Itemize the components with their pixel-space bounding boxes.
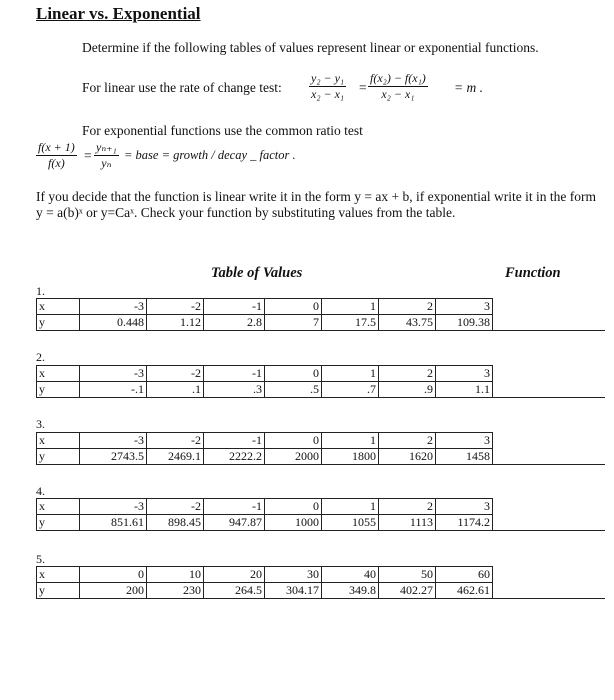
problem-5-number: 5. xyxy=(36,552,45,566)
y-cell: -.1 xyxy=(80,382,147,398)
exponential-fraction-2 xyxy=(94,141,119,170)
linear-fraction-1 xyxy=(309,72,346,101)
x-cell: 1 xyxy=(322,499,379,515)
x-cell: 1 xyxy=(322,366,379,382)
x-cell: 50 xyxy=(379,567,436,583)
x-cell: 1 xyxy=(322,433,379,449)
x-cell: -1 xyxy=(204,366,265,382)
table-row-x xyxy=(37,567,606,583)
x-cell: 0 xyxy=(265,366,322,382)
problem-4-table xyxy=(36,498,605,531)
function-answer-space xyxy=(493,366,606,382)
table-of-values-heading: Table of Values xyxy=(211,265,303,281)
x-cell: -1 xyxy=(204,299,265,315)
function-answer-space xyxy=(493,567,606,583)
x-label: x xyxy=(37,433,80,449)
page-title: Linear vs. Exponential xyxy=(36,4,201,23)
x-cell: -3 xyxy=(80,366,147,382)
y-cell: 947.87 xyxy=(204,515,265,531)
problem-3-table xyxy=(36,432,605,465)
function-answer-line[interactable] xyxy=(493,315,606,331)
y-cell: 230 xyxy=(147,583,204,599)
y-cell: 1620 xyxy=(379,449,436,465)
table-row-y xyxy=(37,382,606,398)
x-cell: -2 xyxy=(147,366,204,382)
y-cell: 1.12 xyxy=(147,315,204,331)
x-cell: -3 xyxy=(80,499,147,515)
y-cell: 200 xyxy=(80,583,147,599)
y-label: y xyxy=(37,515,80,531)
y-cell: 1800 xyxy=(322,449,379,465)
x-cell: -3 xyxy=(80,299,147,315)
x-cell: -2 xyxy=(147,299,204,315)
problem-4-number: 4. xyxy=(36,484,45,498)
linear-fraction-2-numerator: f(x₂) − f(x₁) xyxy=(370,71,426,85)
x-cell: -1 xyxy=(204,499,265,515)
x-cell: 1 xyxy=(322,299,379,315)
y-cell: 7 xyxy=(265,315,322,331)
x-label: x xyxy=(37,567,80,583)
y-cell: 1000 xyxy=(265,515,322,531)
table-row-x xyxy=(37,366,606,382)
table-row-x xyxy=(37,499,606,515)
y-cell: 2.8 xyxy=(204,315,265,331)
y-cell: 1113 xyxy=(379,515,436,531)
y-cell: 2469.1 xyxy=(147,449,204,465)
y-cell: .7 xyxy=(322,382,379,398)
y-cell: .1 xyxy=(147,382,204,398)
y-cell: 349.8 xyxy=(322,583,379,599)
exponential-result: = base = growth / decay _ factor . xyxy=(124,148,296,162)
table-row-y xyxy=(37,583,606,599)
exponential-fraction-1-denominator: f(x) xyxy=(48,156,65,170)
x-cell: 3 xyxy=(436,499,493,515)
x-cell: -3 xyxy=(80,433,147,449)
table-row-y xyxy=(37,515,606,531)
exponential-fraction-1-numerator: f(x + 1) xyxy=(38,140,75,154)
problem-2-table xyxy=(36,365,605,398)
x-label: x xyxy=(37,366,80,382)
y-label: y xyxy=(37,315,80,331)
y-cell: 43.75 xyxy=(379,315,436,331)
function-answer-space xyxy=(493,499,606,515)
x-label: x xyxy=(37,499,80,515)
x-cell: 0 xyxy=(265,499,322,515)
problem-5-table xyxy=(36,566,605,599)
problem-1-table xyxy=(36,298,605,331)
intro-text: Determine if the following tables of values represent linear or exponential functions. xyxy=(82,40,539,55)
y-cell: 1458 xyxy=(436,449,493,465)
x-cell: 3 xyxy=(436,433,493,449)
table-row-x xyxy=(37,433,606,449)
x-cell: -2 xyxy=(147,433,204,449)
exponential-fraction-1 xyxy=(36,141,77,170)
x-cell: 2 xyxy=(379,366,436,382)
linear-equals: = xyxy=(359,80,367,95)
y-cell: 851.61 xyxy=(80,515,147,531)
y-cell: 462.61 xyxy=(436,583,493,599)
y-cell: 1055 xyxy=(322,515,379,531)
linear-fraction-2-denominator: x₂ − x₁ xyxy=(381,87,415,101)
function-answer-space xyxy=(493,299,606,315)
table-row-y xyxy=(37,315,606,331)
x-cell: 0 xyxy=(265,433,322,449)
linear-fraction-2 xyxy=(368,72,428,101)
x-cell: 3 xyxy=(436,299,493,315)
y-label: y xyxy=(37,449,80,465)
exponential-equals: = xyxy=(84,148,92,163)
linear-result: = m . xyxy=(454,80,483,95)
y-cell: 1.1 xyxy=(436,382,493,398)
function-answer-line[interactable] xyxy=(493,515,606,531)
y-cell: .3 xyxy=(204,382,265,398)
x-cell: 3 xyxy=(436,366,493,382)
y-cell: 2000 xyxy=(265,449,322,465)
x-cell: 2 xyxy=(379,499,436,515)
x-cell: 60 xyxy=(436,567,493,583)
function-answer-line[interactable] xyxy=(493,583,606,599)
table-row-y xyxy=(37,449,606,465)
x-cell: 30 xyxy=(265,567,322,583)
y-cell: 264.5 xyxy=(204,583,265,599)
y-cell: .5 xyxy=(265,382,322,398)
function-answer-space xyxy=(493,433,606,449)
linear-label: For linear use the rate of change test: xyxy=(82,80,282,95)
exponential-label: For exponential functions use the common ratio test xyxy=(82,123,363,138)
function-answer-line[interactable] xyxy=(493,382,606,398)
instructions-text: If you decide that the function is linear write it in the form y = ax + b, if exponential write it in the form y = a(b)ˣ or y=Caˣ. Check your function by substituting values from the table. xyxy=(36,189,596,220)
y-label: y xyxy=(37,382,80,398)
x-cell: 2 xyxy=(379,299,436,315)
y-cell: 402.27 xyxy=(379,583,436,599)
linear-fraction-1-denominator: x₂ − x₁ xyxy=(311,87,345,101)
y-cell: 17.5 xyxy=(322,315,379,331)
x-label: x xyxy=(37,299,80,315)
x-cell: -1 xyxy=(204,433,265,449)
x-cell: 10 xyxy=(147,567,204,583)
problem-3-number: 3. xyxy=(36,417,45,431)
x-cell: 40 xyxy=(322,567,379,583)
x-cell: -2 xyxy=(147,499,204,515)
y-cell: 1174.2 xyxy=(436,515,493,531)
x-cell: 0 xyxy=(80,567,147,583)
problem-1-number: 1. xyxy=(36,284,45,298)
y-cell: 0.448 xyxy=(80,315,147,331)
exponential-fraction-2-denominator: yₙ xyxy=(101,156,112,170)
x-cell: 2 xyxy=(379,433,436,449)
y-label: y xyxy=(37,583,80,599)
y-cell: 304.17 xyxy=(265,583,322,599)
linear-fraction-1-numerator: y₂ − y₁ xyxy=(311,71,345,85)
problem-2-number: 2. xyxy=(36,350,45,364)
y-cell: .9 xyxy=(379,382,436,398)
exponential-fraction-2-numerator: yₙ₊₁ xyxy=(96,140,117,154)
x-cell: 20 xyxy=(204,567,265,583)
table-row-x xyxy=(37,299,606,315)
y-cell: 2222.2 xyxy=(204,449,265,465)
y-cell: 898.45 xyxy=(147,515,204,531)
y-cell: 2743.5 xyxy=(80,449,147,465)
function-heading: Function xyxy=(505,265,561,281)
x-cell: 0 xyxy=(265,299,322,315)
function-answer-line[interactable] xyxy=(493,449,606,465)
y-cell: 109.38 xyxy=(436,315,493,331)
